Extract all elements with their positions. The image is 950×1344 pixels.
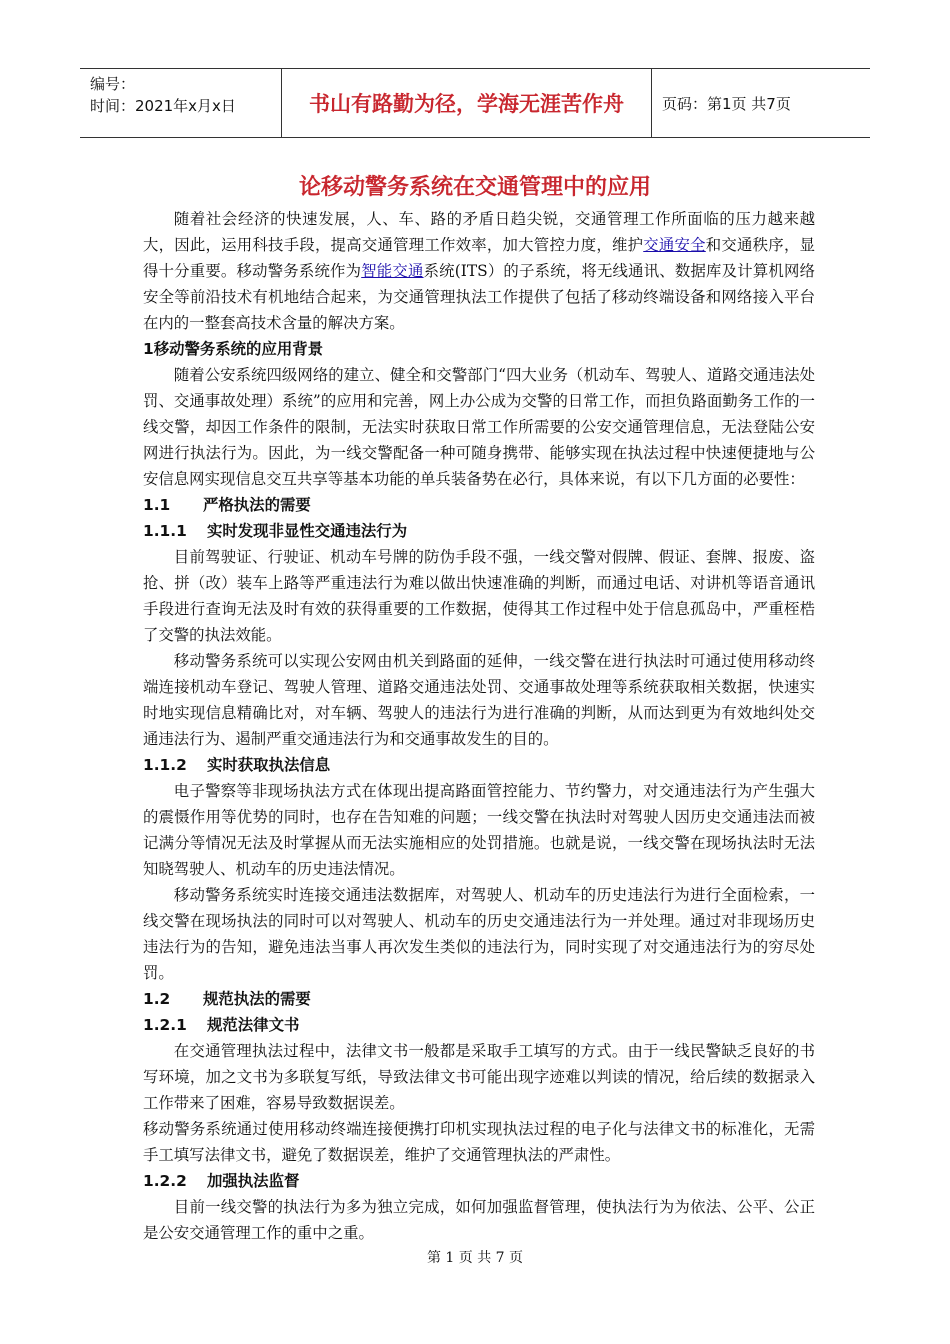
section-title: 实时获取执法信息 bbox=[207, 756, 331, 774]
section-1-2-2-heading bbox=[143, 1168, 815, 1194]
section-1-paragraph: 随着公安系统四级网络的建立、健全和交警部门“四大业务（机动车、驾驶人、道路交通违法处罚、交通事故处理）系统”的应用和完善，网上办公成为交警的日常工作，而担负路面勤务工作的一线交警，却因工作条件的限制，无法实时获取日常工作所需要的公安交通管理信息，无法登陆公安网进行执法行为。因此，为一线交警配备一种可随身携带、能够实现在执法过程中快速便捷地与公安信息网实现信息交互共享等基本功能的单兵装备势在必行，具体来说，有以下几方面的必要性： bbox=[143, 366, 815, 488]
document-body bbox=[143, 206, 815, 1246]
document-number-label: 编号： bbox=[90, 75, 136, 93]
section-1-1-2-paragraph-1: 电子警察等非现场执法方式在体现出提高路面管控能力、节约警力，对交通违法行为产生强大的震慑作用等优势的同时，也存在告知难的问题；一线交警在执法时对驾驶人因历史交通违法而被记满分等情况无法及时掌握从而无法实施相应的处罚措施。也就是说，一线交警在现场执法时无法知晓驾驶人、机动车的历史违法情况。 bbox=[143, 782, 815, 878]
section-number: 1.1.1 bbox=[143, 522, 187, 540]
section-title: 规范法律文书 bbox=[207, 1016, 300, 1034]
section-title: 实时发现非显性交通违法行为 bbox=[207, 522, 408, 540]
intro-text-2: 和交通秩序，显得十分重要。移动警务系统作为 bbox=[143, 236, 815, 280]
section-title: 规范执法的需要 bbox=[203, 990, 311, 1008]
section-1-1-1-paragraph-2: 移动警务系统可以实现公安网由机关到路面的延伸，一线交警在进行执法时可通过使用移动终端连接机动车登记、驾驶人管理、道路交通违法处罚、交通事故处理等系统获取相关数据，快速实时地实现信息精确比对，对车辆、驾驶人的违法行为进行准确的判断，从而达到更为有效地纠处交通违法行为、遏制严重交通违法行为和交通事故发生的目的。 bbox=[143, 652, 815, 748]
section-title: 严格执法的需要 bbox=[203, 496, 311, 514]
section-1-1-heading bbox=[143, 492, 815, 518]
section-1-1-2-paragraph-2: 移动警务系统实时连接交通违法数据库，对驾驶人、机动车的历史违法行为进行全面检索，一线交警在现场执法的同时可以对驾驶人、机动车的历史交通违法行为一并处理。通过对非现场历史违法行为的告知，避免违法当事人再次发生类似的违法行为，同时实现了对交通违法行为的穷尽处罚。 bbox=[143, 886, 815, 982]
section-1-2-1-paragraph-1: 在交通管理执法过程中，法律文书一般都是采取手工填写的方式。由于一线民警缺乏良好的书写环境，加之文书为多联复写纸，导致法律文书可能出现字迹难以判读的情况，给后续的数据录入工作带来了困难，容易导致数据误差。 bbox=[143, 1042, 815, 1112]
header-table bbox=[80, 68, 870, 138]
section-title: 加强执法监督 bbox=[207, 1172, 300, 1190]
document-title: 论移动警务系统在交通管理中的应用 bbox=[298, 175, 651, 200]
section-1-heading: 1移动警务系统的应用背景 bbox=[143, 340, 324, 358]
section-1-1-1-paragraph-1: 目前驾驶证、行驶证、机动车号牌的防伪手段不强，一线交警对假牌、假证、套牌、报废、盗抢、拼（改）装车上路等严重违法行为难以做出快速准确的判断，而通过电话、对讲机等语音通讯手段进行查询无法及时有效的获得重要的工作数据，使得其工作过程中处于信息孤岛中，严重桎梏了交警的执法效能。 bbox=[143, 548, 815, 644]
link-traffic-safety[interactable]: 交通安全 bbox=[643, 236, 706, 254]
intro-text-1: 随着社会经济的快速发展，人、车、路的矛盾日趋尖锐，交通管理工作所面临的压力越来越大，因此，运用科技手段，提高交通管理工作效率，加大管控力度，维护 bbox=[143, 210, 815, 254]
section-1-1-1-heading bbox=[143, 518, 815, 544]
section-number: 1.1 bbox=[143, 496, 171, 514]
intro-paragraph bbox=[143, 206, 815, 336]
section-number: 1.2.2 bbox=[143, 1172, 187, 1190]
document-time-label: 时间：2021年x月x日 bbox=[90, 97, 236, 115]
header-page-info: 页码：第1页 共7页 bbox=[662, 94, 791, 113]
page-footer: 第 1 页 共 7 页 bbox=[426, 1250, 524, 1266]
section-1-1-2-heading bbox=[143, 752, 815, 778]
section-1-2-2-paragraph-1: 目前一线交警的执法行为多为独立完成，如何加强监督管理，使执法行为为依法、公平、公正是公安交通管理工作的重中之重。 bbox=[143, 1198, 815, 1242]
intro-text-3: 系统(ITS）的子系统，将无线通讯、数据库及计算机网络安全等前沿技术有机地结合起来，为交通管理执法工作提供了包括了移动终端设备和网络接入平台在内的一整套高技术含量的解决方案。 bbox=[143, 262, 815, 332]
header-motto: 书山有路勤为径，学海无涯苦作舟 bbox=[282, 69, 652, 137]
section-1-2-heading bbox=[143, 986, 815, 1012]
section-number: 1.2.1 bbox=[143, 1016, 187, 1034]
section-1-2-1-heading bbox=[143, 1012, 815, 1038]
section-1-2-1-paragraph-2: 移动警务系统通过使用移动终端连接便携打印机实现执法过程的电子化与法律文书的标准化，无需手工填写法律文书，避免了数据误差，维护了交通管理执法的严肃性。 bbox=[143, 1120, 815, 1164]
link-intelligent-traffic[interactable]: 智能交通 bbox=[361, 262, 424, 280]
header-meta bbox=[80, 69, 282, 137]
section-number: 1.1.2 bbox=[143, 756, 187, 774]
section-number: 1.2 bbox=[143, 990, 171, 1008]
